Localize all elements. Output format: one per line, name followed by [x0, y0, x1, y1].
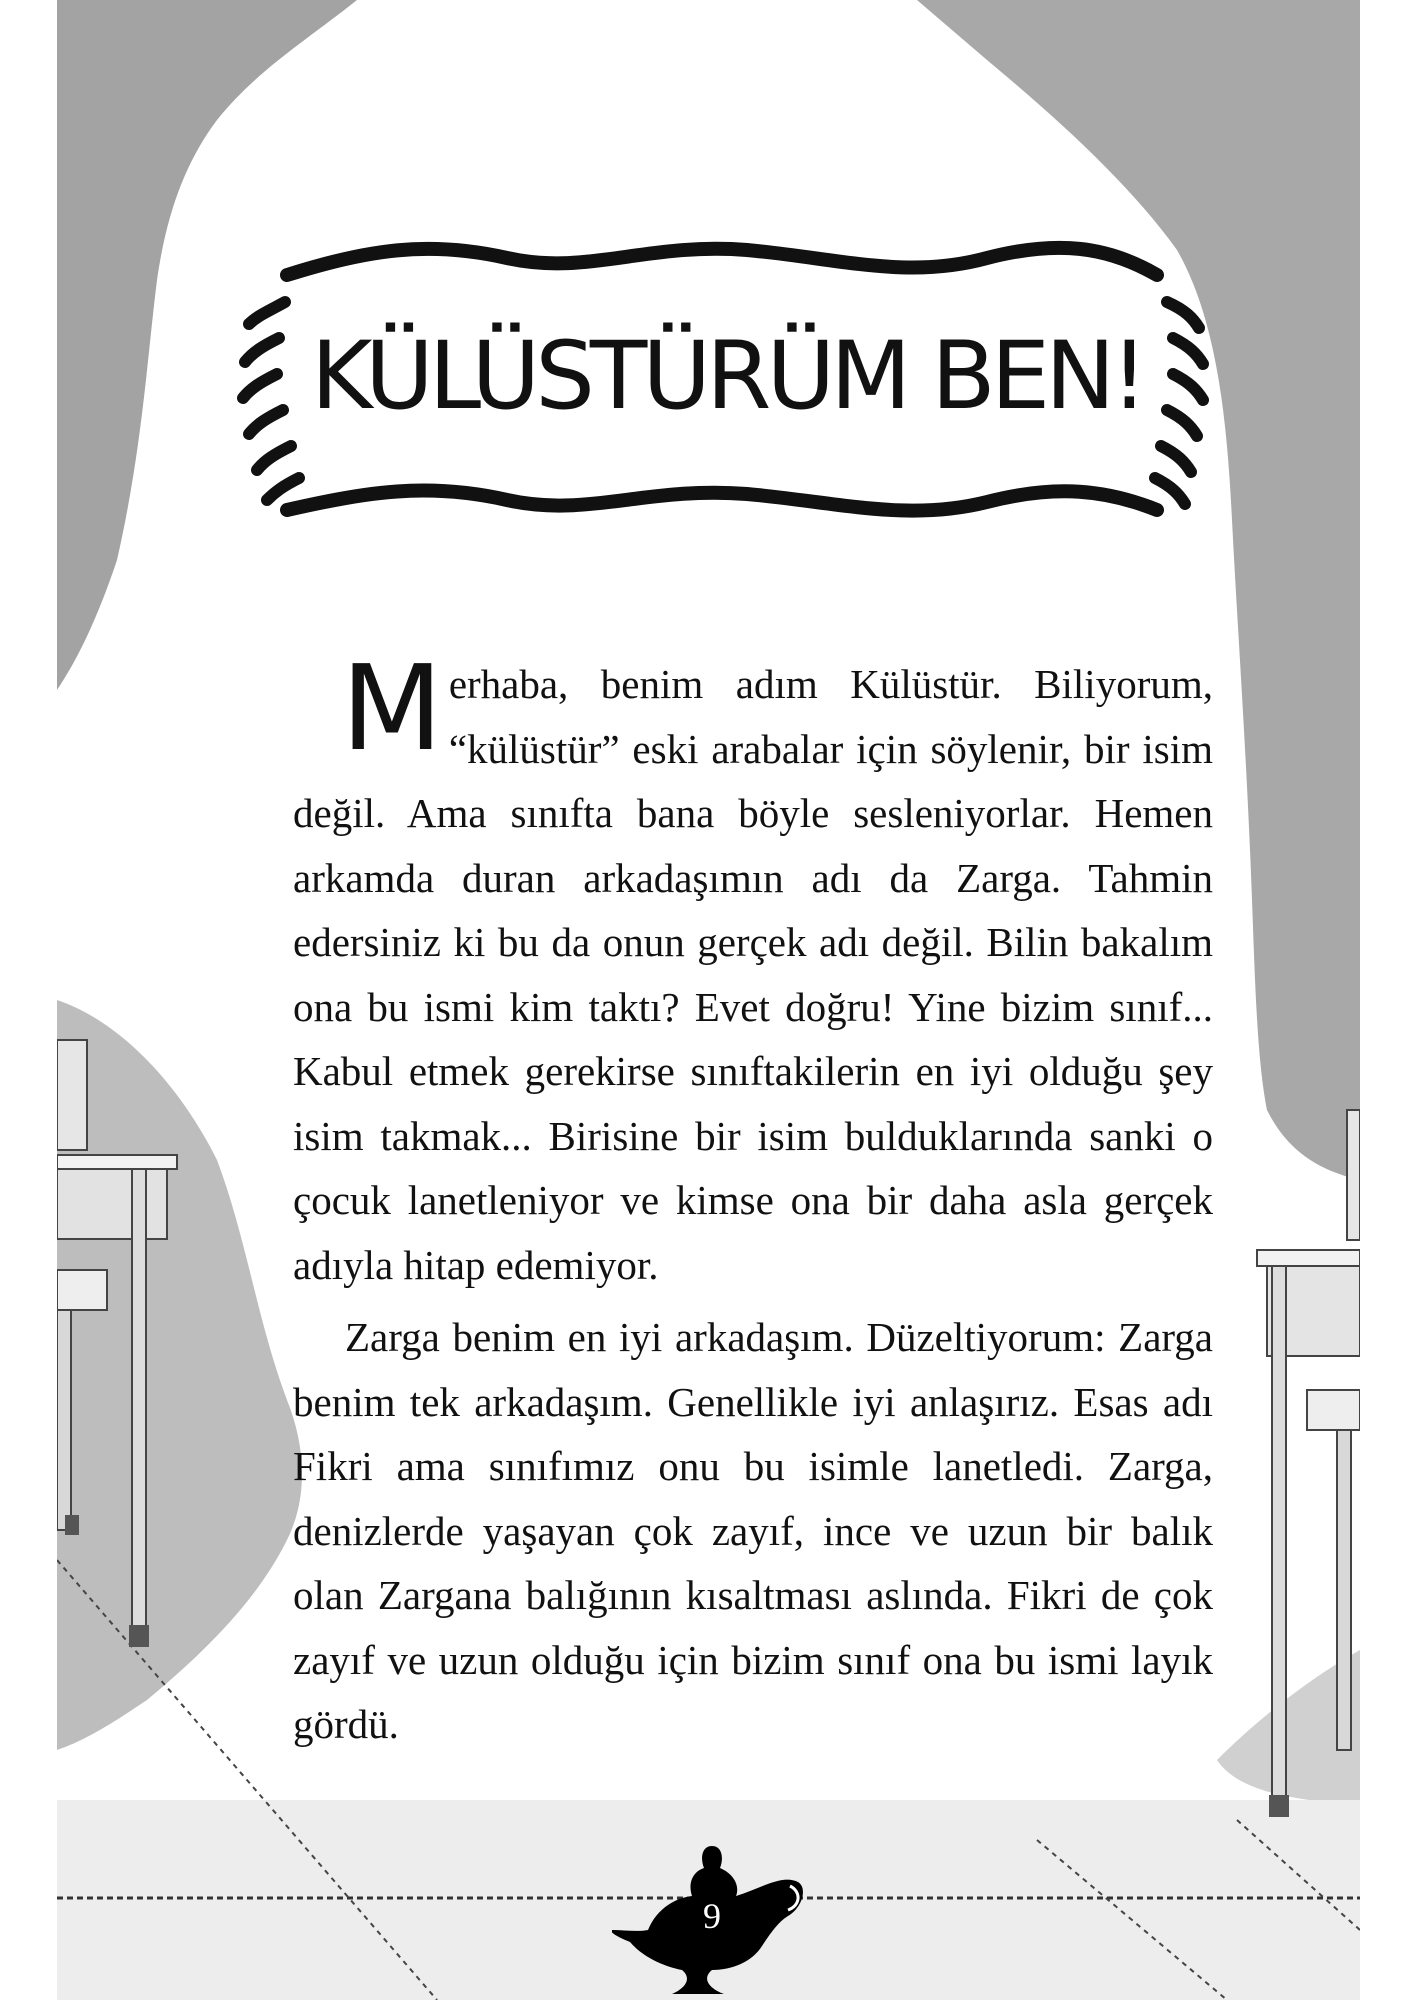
- drop-cap: M: [341, 639, 443, 777]
- paragraph-1-text: erhaba, benim adım Külüstür. Biliyorum, “külüstür” eski arabalar için söylenir, bir isim değil. Ama sınıfta bana böyle sesleniyorlar. Hemen arkamda duran arkadaşımın adı da Zarga. Tahmin edersiniz ki bu da onun gerçek adı değil. Bilin bakalım ona bu ismi kim taktı? Evet doğru! Yine bizim sınıf... Kabul etmek gerekirse sınıftakilerin en iyi olduğu şey isim takmak... Birisine bir isim bulduklarında sanki o çocuk lanetleniyor ve kimse ona bir daha asla gerçek adıyla hitap edemiyor.: [293, 661, 1213, 1288]
- paragraph-2: Zarga benim en iyi arkadaşım. Düzeltiyorum: Zarga benim tek arkadaşım. Genellikle iyi anlaşırız. Esas adı Fikri ama sınıfımız onu bu isimle lanetledi. Zarga, denizlerde yaşayan çok zayıf, ince ve uzun bir balık olan Zargana balığının kısaltması aslında. Fikri de çok zayıf ve uzun olduğu için bizim sınıf ona bu ismi layık gördü.: [293, 1314, 1213, 1747]
- page-number: 9: [703, 1896, 721, 1936]
- story-text: [293, 639, 1213, 1757]
- paragraph-1: [293, 639, 1213, 1297]
- chapter-title-banner: [227, 220, 1277, 560]
- book-page: [57, 0, 1360, 2000]
- chapter-title: KÜLÜSTÜRÜM BEN!: [310, 322, 1144, 431]
